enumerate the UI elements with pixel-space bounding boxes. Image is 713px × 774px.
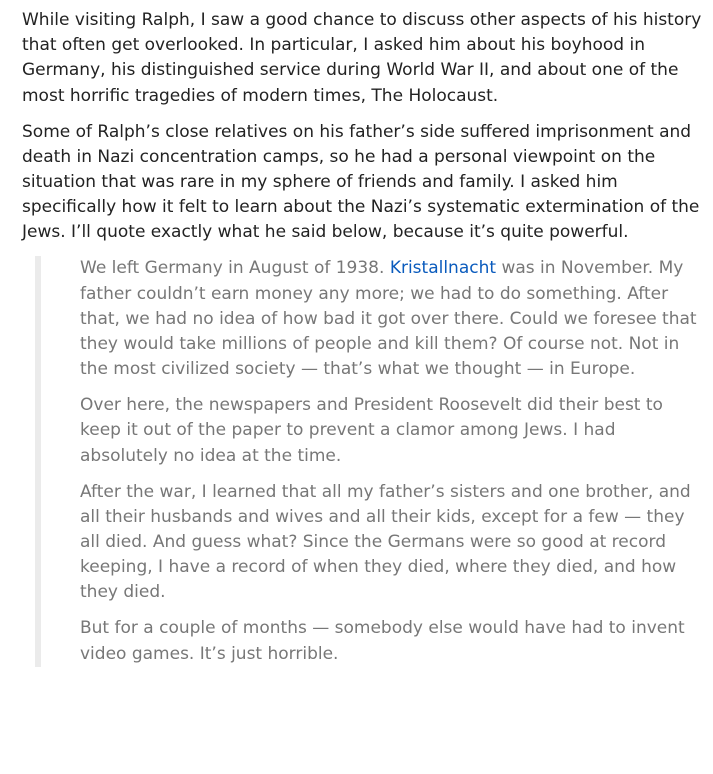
- quote-paragraph-4: But for a couple of months — somebody else would have had to invent video games. It’s just horrible.: [80, 618, 685, 664]
- article-body: [22, 8, 702, 667]
- quote-block: [35, 256, 702, 666]
- quote-text-after-link: was in November. My father couldn’t earn money any more; we had to do something. After that, we had no idea of how bad it got over there. Could we foresee that they would take millions of people and kill them? Of course not. Not in the most civilized society — that’s what we thought — in Europe.: [80, 258, 697, 380]
- intro-paragraph: While visiting Ralph, I saw a good chance to discuss other aspects of his history that often get overlooked. In particular, I asked him about his boyhood in Germany, his distinguished service during World War II, and about one of the most horrific tragedies of modern times, The Holocaust.: [22, 10, 702, 106]
- quote-paragraph-3: After the war, I learned that all my father’s sisters and one brother, and all their husbands and wives and all their kids, except for a few — they all died. And guess what? Since the Germans were so good at record keeping, I have a record of when they died, where they died, and how they died.: [80, 481, 691, 603]
- kristallnacht-link[interactable]: Kristallnacht: [389, 258, 497, 279]
- quote-paragraph-2: Over here, the newspapers and President Roosevelt did their best to keep it out of the paper to prevent a clamor among Jews. I had absolutely no idea at the time.: [80, 395, 663, 466]
- quote-paragraph-1: [80, 256, 702, 382]
- context-paragraph: Some of Ralph’s close relatives on his father’s side suffered imprisonment and death in Nazi concentration camps, so he had a personal viewpoint on the situation that was rare in my sphere of friends and family. I asked him specifically how it felt to learn about the Nazi’s systematic extermination of the Jews. I’ll quote exactly what he said below, because it’s quite powerful.: [22, 121, 700, 243]
- quote-text-before-link: We left Germany in August of 1938.: [80, 258, 390, 279]
